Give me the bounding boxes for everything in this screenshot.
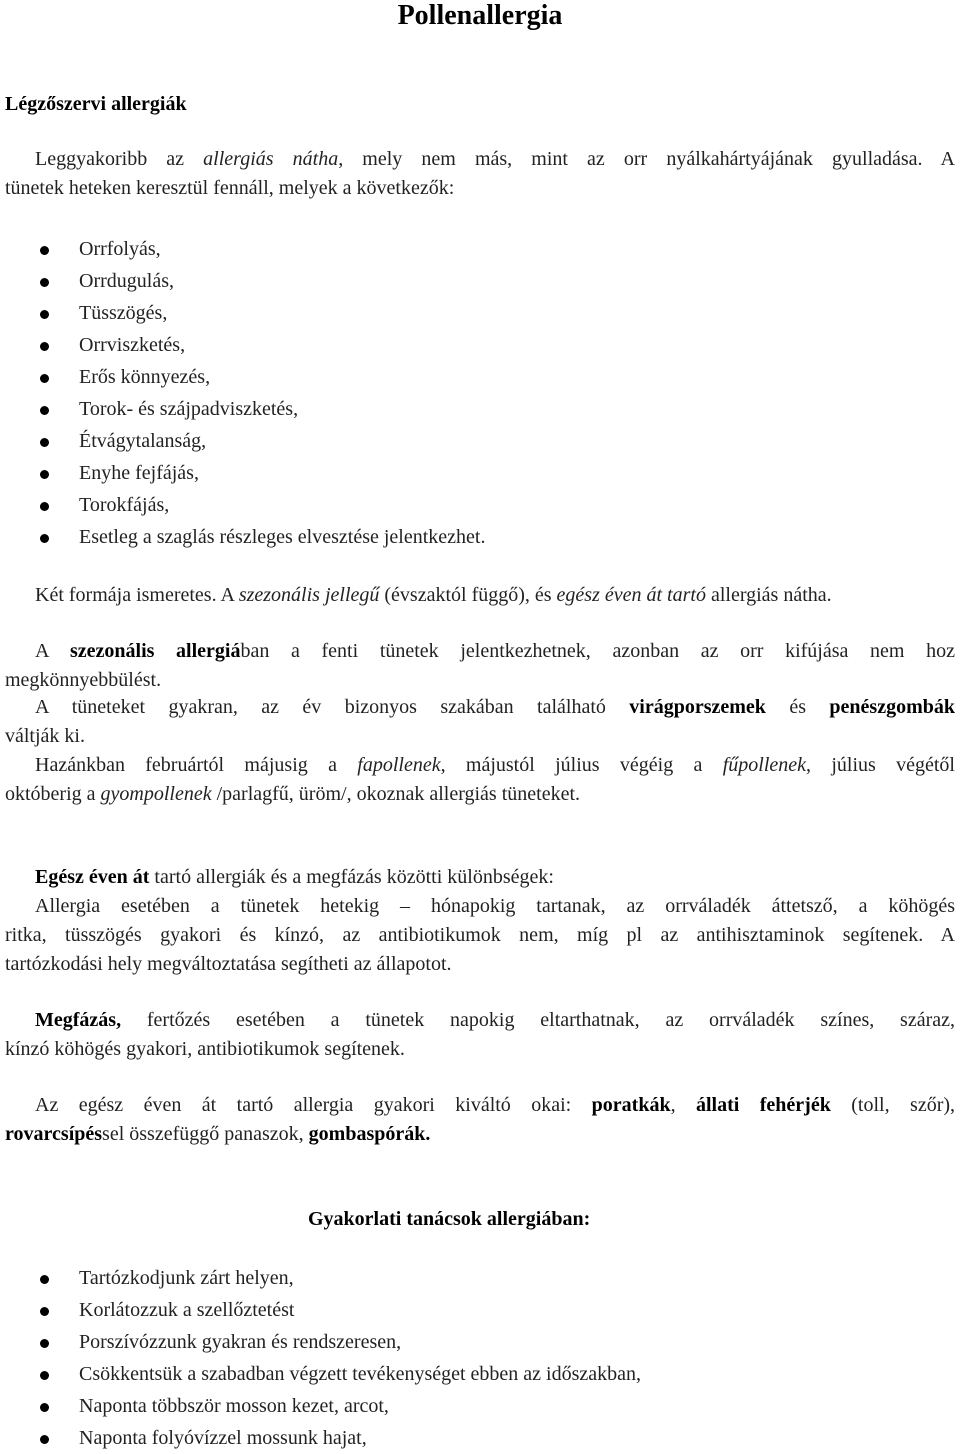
- list-item: Orrfolyás,: [0, 233, 485, 265]
- bullet-icon: [40, 342, 49, 351]
- tips-heading: Gyakorlati tanácsok allergiában:: [308, 1208, 591, 1230]
- list-item: Esetleg a szaglás részleges elvesztése jelentkezhet.: [0, 521, 485, 553]
- triggers-paragraph: A tüneteket gyakran, az év bizonyos szakában található virágporszemek és penészgombák váltják ki.: [5, 696, 955, 747]
- page-title: Pollenallergia: [397, 0, 563, 31]
- bullet-icon: [40, 1403, 49, 1412]
- intro-paragraph: [5, 145, 955, 203]
- bullet-icon: [40, 246, 49, 255]
- list-item: Csökkentsük a szabadban végzett tevékenységet ebben az időszakban,: [0, 1358, 641, 1390]
- intro-line-2: tünetek heteken keresztül fennáll, melyek a következők:: [5, 177, 455, 199]
- intro-line-1: Leggyakoribb az allergiás nátha, mely nem más, mint az orr nyálkahártyájának gyulladása. A: [35, 148, 955, 170]
- bullet-icon: [40, 278, 49, 287]
- list-item: Enyhe fejfájás,: [0, 457, 485, 489]
- bullet-icon: [40, 1435, 49, 1444]
- list-item: Orrdugulás,: [0, 265, 485, 297]
- cold-paragraph: Megfázás, fertőzés esetében a tünetek napokig eltarthatnak, az orrváladék színes, száraz, kínzó köhögés gyakori, antibiotikumok segítenek.: [5, 1009, 955, 1060]
- list-item: Erős könnyezés,: [0, 361, 485, 393]
- calendar-paragraph: Hazánkban februártól májusig a fapollenek, májustól július végéig a fűpollenek, július végétől októberig a gyompollenek /parlagfű, üröm/, okoznak allergiás tüneteket.: [5, 754, 955, 805]
- bullet-icon: [40, 374, 49, 383]
- bullet-icon: [40, 438, 49, 447]
- list-item: Naponta folyóvízzel mossunk hajat,: [0, 1422, 641, 1454]
- bullet-icon: [40, 1339, 49, 1348]
- list-item: Torokfájás,: [0, 489, 485, 521]
- tips-list: [0, 1262, 641, 1454]
- section-heading-respiratory: Légzőszervi allergiák: [5, 93, 187, 115]
- list-item: Orrviszketés,: [0, 329, 485, 361]
- bullet-icon: [40, 310, 49, 319]
- bullet-icon: [40, 1307, 49, 1316]
- bullet-icon: [40, 470, 49, 479]
- forms-paragraph: Két formája ismeretes. A szezonális jellegű (évszaktól függő), és egész éven át tartó allergiás nátha.: [35, 584, 832, 606]
- bullet-icon: [40, 534, 49, 543]
- list-item: Korlátozzuk a szellőztetést: [0, 1294, 641, 1326]
- difference-paragraph: Egész éven át tartó allergiák és a megfázás közötti különbségek: Allergia esetében a tünetek hetekig – hónapokig tartanak, az orrváladék áttetsző, a köhögés ritka, tüsszögés gyakori és kínzó, az antibiotikumok nem, míg pl az antihisztaminok segítenek. A tartózkodási hely megváltoztatása segítheti az állapotot.: [5, 866, 955, 975]
- causes-paragraph: Az egész éven át tartó allergia gyakori kiváltó okai: poratkák, állati fehérjék (toll, szőr), rovarcsípéssel összefüggő panaszok, gombaspórák.: [5, 1094, 956, 1145]
- bullet-icon: [40, 406, 49, 415]
- list-item: Porszívózzunk gyakran és rendszeresen,: [0, 1326, 641, 1358]
- bullet-icon: [40, 1371, 49, 1380]
- seasonal-paragraph: A szezonális allergiában a fenti tünetek jelentkezhetnek, azonban az orr kifújása nem hoz megkönnyebbülést.: [5, 640, 955, 691]
- symptom-list: [0, 233, 485, 553]
- bullet-icon: [40, 502, 49, 511]
- list-item: Torok- és szájpadviszketés,: [0, 393, 485, 425]
- list-item: Étvágytalanság,: [0, 425, 485, 457]
- bullet-icon: [40, 1275, 49, 1284]
- list-item: Tüsszögés,: [0, 297, 485, 329]
- list-item: Tartózkodjunk zárt helyen,: [0, 1262, 641, 1294]
- list-item: Naponta többször mosson kezet, arcot,: [0, 1390, 641, 1422]
